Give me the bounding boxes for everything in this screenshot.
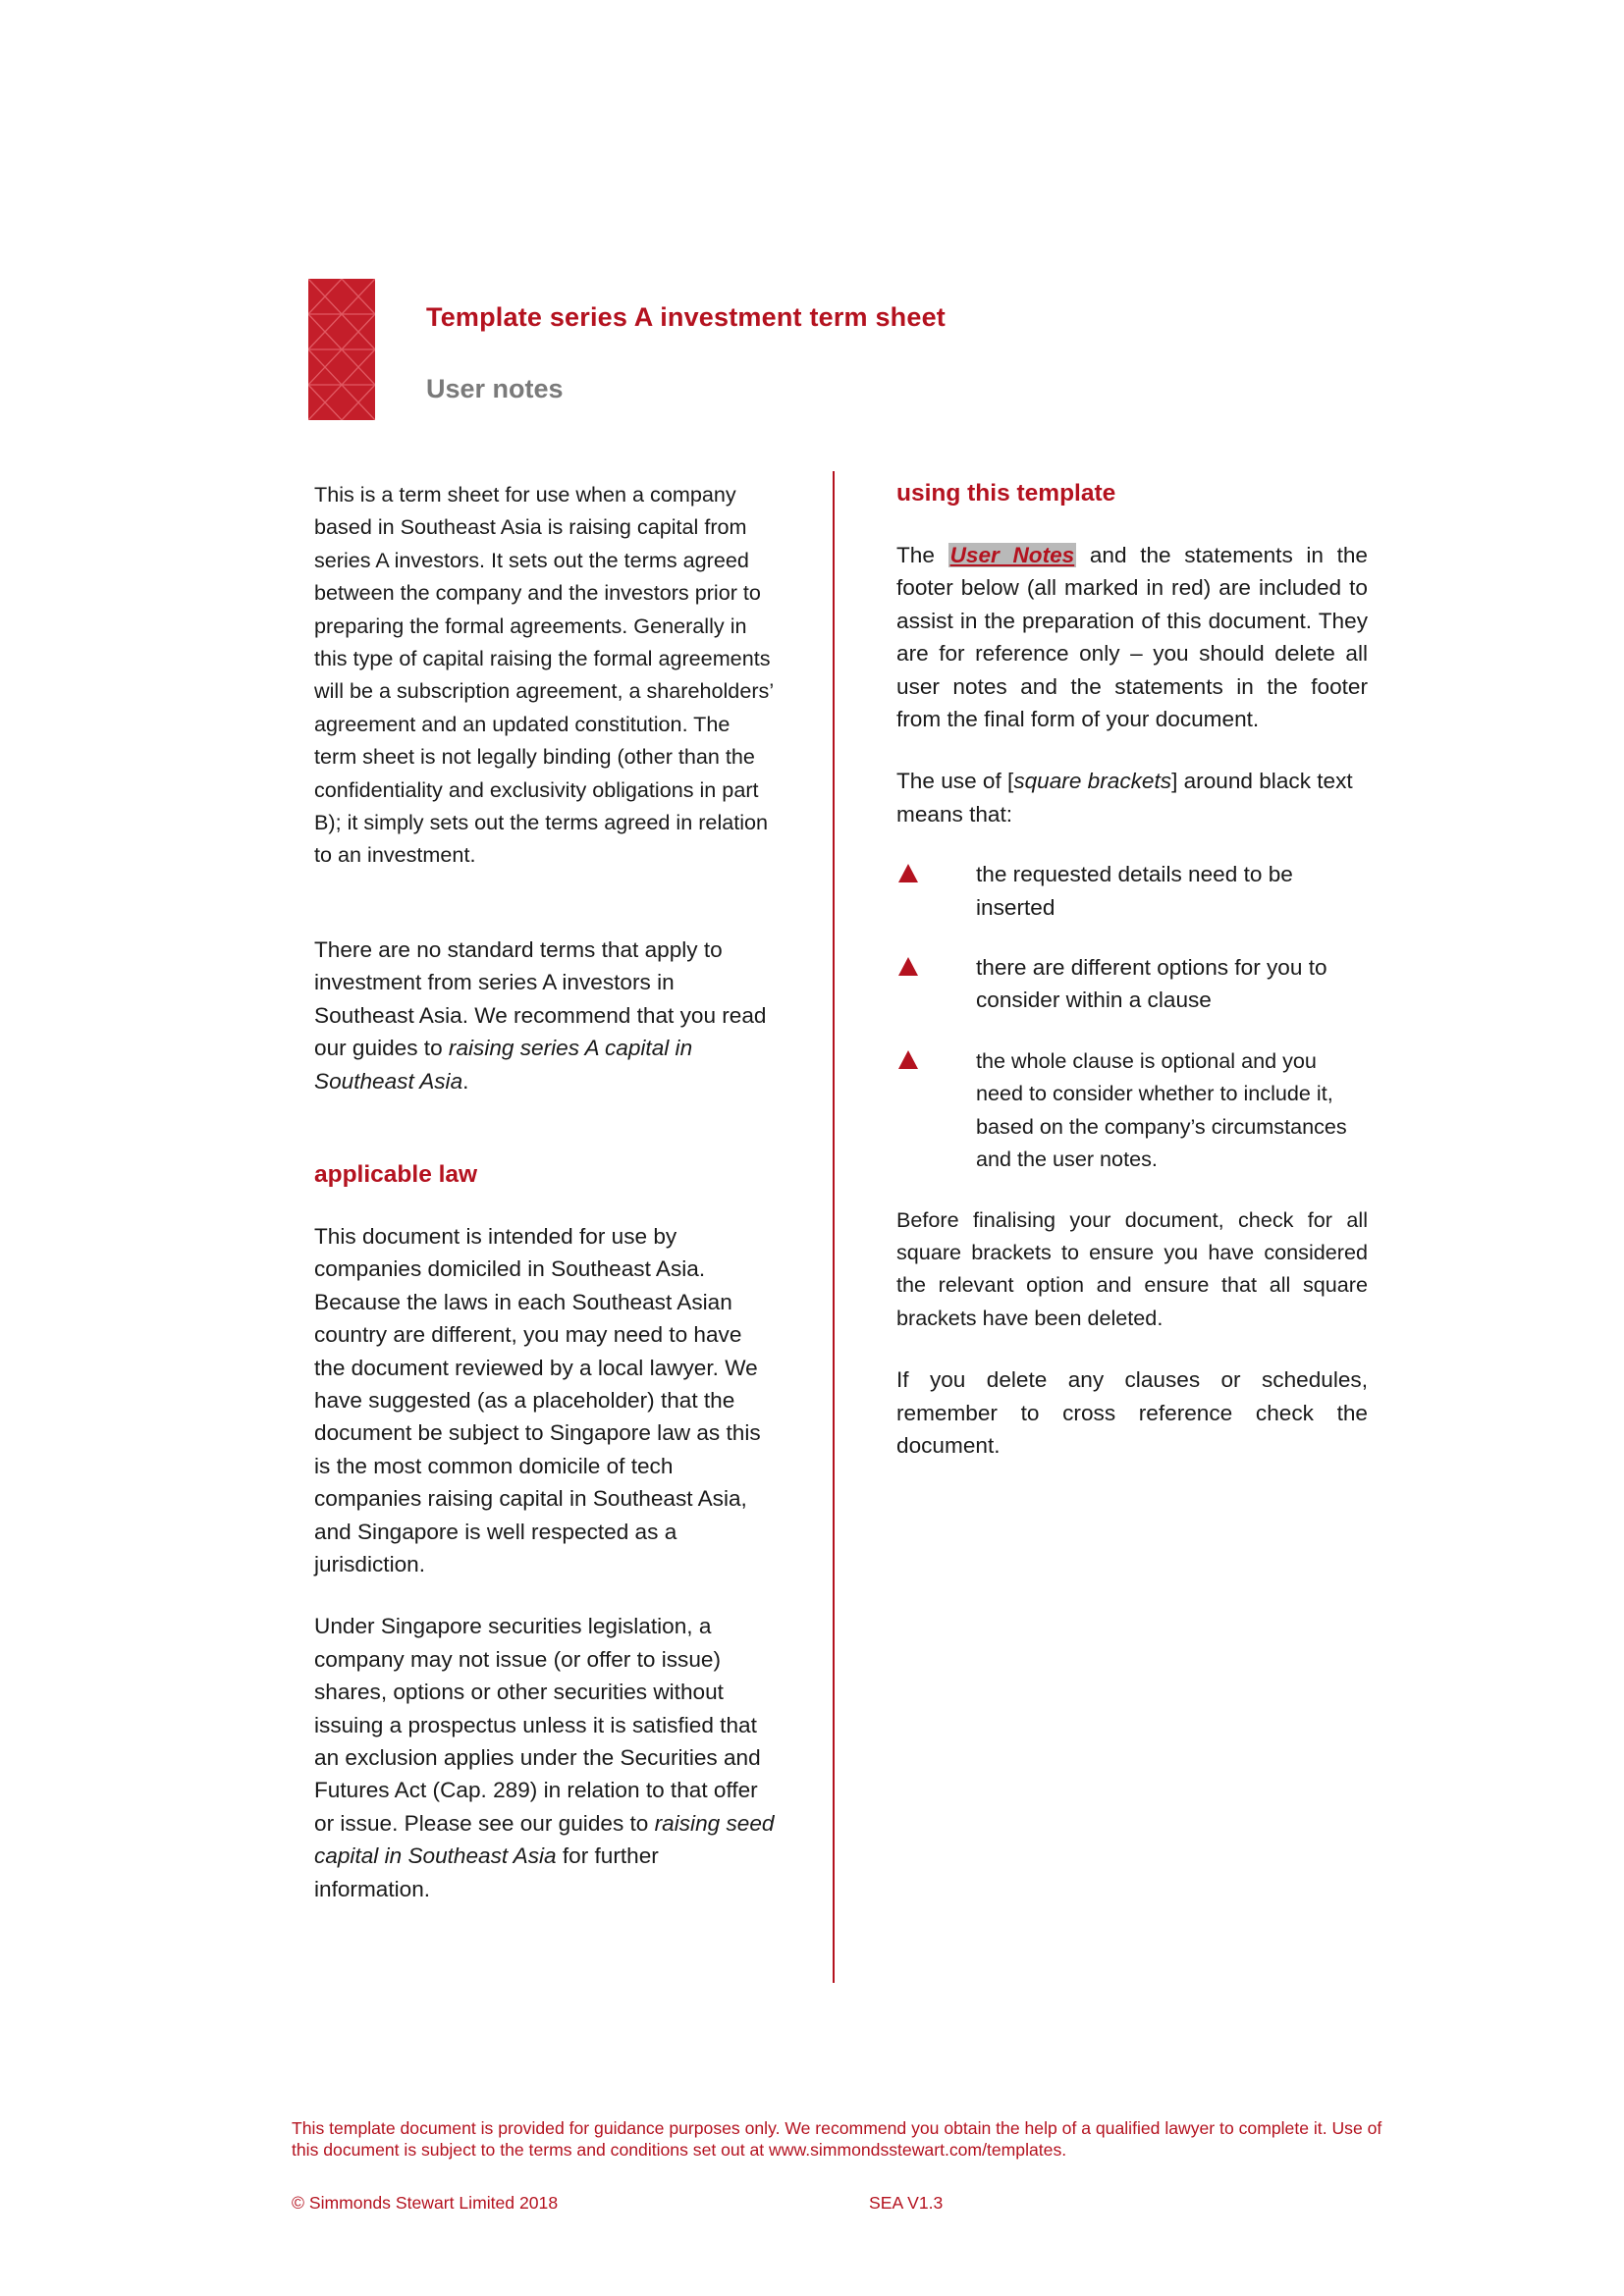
triangle-bullet-icon: [898, 864, 918, 882]
square-brackets-italic: square brackets: [1013, 769, 1172, 794]
document-title: Template series A investment term sheet: [426, 302, 947, 332]
securities-text: Under Singapore securities legislation, a company may not issue (or offer to issue) shares, options or other securities without issuing a prospectus unless it is satisfied that an exclusion applies under the Securities and Futures Act (Cap. 289) in relation to that offer or issue. Please see our guides to: [314, 1614, 761, 1836]
securities-paragraph: [314, 1610, 778, 1905]
user-notes-text-end: and the statements in the footer below (all marked in red) are included to assist in the preparation of this document. They are for reference only – you should delete all user notes and the statements in the footer from the final form of your document.: [896, 543, 1369, 732]
triangle-bullet-icon: [898, 957, 918, 976]
applicable-law-heading: applicable law: [314, 1160, 478, 1188]
bullet-list: [896, 858, 1368, 1175]
series-a-guide-reference: raising series A capital in Southeast Asia: [314, 1036, 693, 1094]
delete-clauses-paragraph: If you delete any clauses or schedules, remember to cross reference check the document.: [896, 1367, 1368, 1458]
footer-copyright: © Simmonds Stewart Limited 2018: [292, 2193, 559, 2213]
square-brackets-paragraph: [896, 765, 1368, 830]
intro-paragraph: This is a term sheet for use when a company based in Southeast Asia is raising capital from series A investors. It sets out the terms agreed between the company and the investors prior to preparing the formal agreements. Generally in this type of capital raising the formal agreements will be a subscription agreement, a shareholders’ agreement and an updated constitution. The term sheet is not legally binding (other than the confidentiality and exclusivity obligations in part B); it simply sets out the terms agreed in relation to an investment.: [314, 482, 774, 868]
using-template-heading: using this template: [896, 480, 1116, 507]
user-notes-paragraph: [896, 539, 1368, 735]
no-standard-text-end: .: [462, 1068, 469, 1094]
square-brackets-text: The use of [: [896, 769, 1014, 794]
bullet-text: there are different options for you to consider within a clause: [976, 955, 1327, 1013]
logo-pattern-svg: [308, 279, 375, 420]
footer-version: SEA V1.3: [869, 2193, 944, 2213]
column-divider: [833, 471, 835, 1983]
logo-pattern-icon: [308, 279, 375, 420]
left-column: [314, 478, 778, 1905]
user-notes-text: The: [896, 543, 948, 567]
right-column: [896, 477, 1368, 1462]
square-brackets-text-end: ] around black text means that:: [896, 769, 1353, 827]
list-item: [896, 858, 1368, 924]
footer-disclaimer: This template document is provided for guidance purposes only. We recommend you obtain the help of a qualified lawyer to complete it. Use of this document is subject to the terms and conditions set out at www.simmondsstewart.com/templates.: [292, 2118, 1382, 2160]
user-notes-highlight: User Notes: [949, 543, 1075, 567]
document-subtitle: User notes: [426, 374, 564, 403]
bullet-text: the requested details need to be inserted: [976, 862, 1293, 920]
no-standard-terms-paragraph: [314, 934, 778, 1097]
bullet-text: the whole clause is optional and you need to consider whether to include it, based on the company’s circumstances and the user notes.: [976, 1047, 1347, 1172]
list-item: [896, 951, 1368, 1017]
triangle-bullet-icon: [898, 1050, 918, 1069]
list-item: [896, 1044, 1368, 1176]
securities-text-end: for further information.: [314, 1843, 659, 1901]
finalising-paragraph: Before finalising your document, check for all square brackets to ensure you have considered the relevant option and ensure that all square brackets have been deleted.: [896, 1206, 1368, 1330]
seed-capital-guide-reference: raising seed capital in Southeast Asia: [314, 1810, 775, 1869]
applicable-law-paragraph: This document is intended for use by companies domiciled in Southeast Asia. Because the laws in each Southeast Asian country are different, you may need to have the document reviewed by a local lawyer. We have suggested (as a placeholder) that the document be subject to Singapore law as this is the most common domicile of tech companies raising capital in Southeast Asia, and Singapore is well respected as a jurisdiction.: [314, 1223, 761, 1576]
no-standard-text: There are no standard terms that apply to investment from series A investors in Southeast Asia. We recommend that you read our guides to: [314, 936, 767, 1061]
